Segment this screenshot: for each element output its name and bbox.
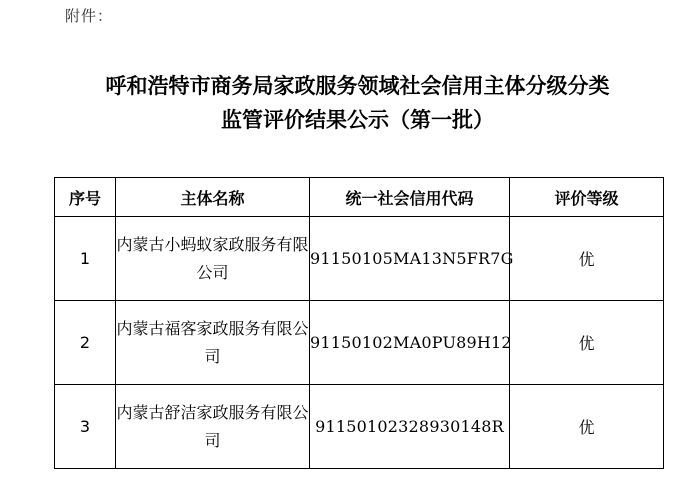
evaluation-results-table [54,177,664,469]
column-header-name: 主体名称 [116,178,310,217]
row-number: 1 [55,217,116,301]
document-title-line-2: 监管评价结果公示（第一批） [221,108,494,132]
entity-name: 内蒙古小蚂蚁家政服务有限公司 [116,217,310,301]
evaluation-grade: 优 [510,301,664,385]
row-number: 2 [55,301,116,385]
evaluation-grade: 优 [510,385,664,469]
column-header-no: 序号 [55,178,116,217]
credit-code: 91150102328930148R [310,385,510,469]
row-number: 3 [55,385,116,469]
table-row [55,385,664,469]
column-header-code: 统一社会信用代码 [310,178,510,217]
table-header-row [55,178,664,217]
table-row [55,217,664,301]
credit-code: 91150105MA13N5FR7G [310,217,510,301]
document-title-line-1: 呼和浩特市商务局家政服务领域社会信用主体分级分类 [105,74,610,98]
column-header-grade: 评价等级 [510,178,664,217]
credit-code: 91150102MA0PU89H12 [310,301,510,385]
evaluation-grade: 优 [510,217,664,301]
entity-name: 内蒙古舒洁家政服务有限公司 [116,385,310,469]
attachment-label: 附件： [65,7,114,25]
table-row [55,301,664,385]
entity-name: 内蒙古福客家政服务有限公司 [116,301,310,385]
